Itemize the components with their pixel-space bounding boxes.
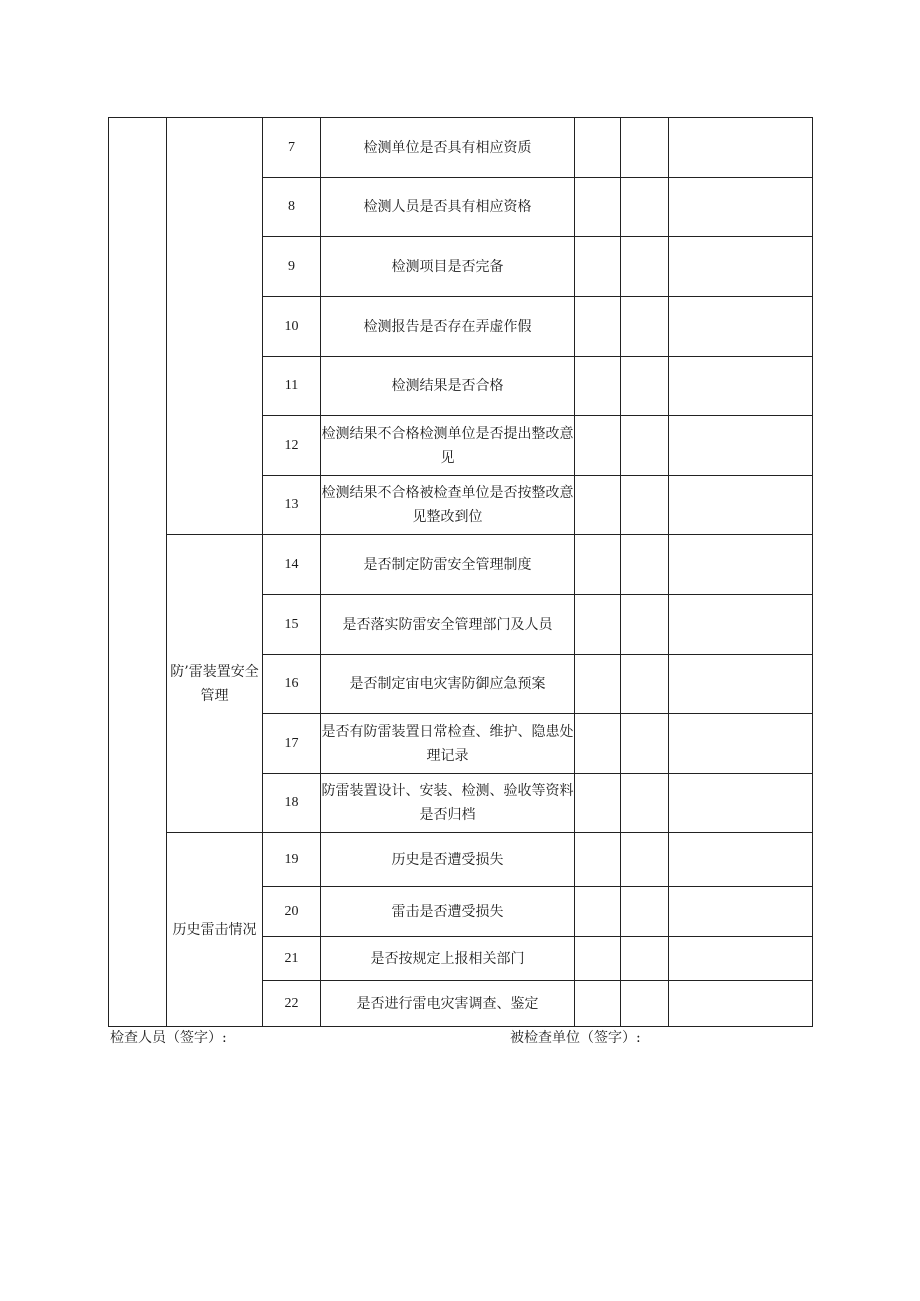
remark-cell[interactable] bbox=[669, 118, 813, 178]
item-text: 检测报告是否存在弄虚作假 bbox=[321, 297, 575, 357]
remark-cell[interactable] bbox=[669, 655, 813, 714]
remark-cell[interactable] bbox=[669, 476, 813, 535]
item-text: 防雷装置设计、安装、检测、验收等资料是否归档 bbox=[321, 774, 575, 833]
check-cell[interactable] bbox=[621, 178, 669, 237]
inspected-unit-signature-label: 被检查单位（签字）: bbox=[510, 1030, 641, 1046]
item-number: 16 bbox=[263, 655, 321, 714]
remark-cell[interactable] bbox=[669, 416, 813, 476]
category-lightning-history: 历史雷击情况 bbox=[167, 833, 263, 1027]
check-cell[interactable] bbox=[621, 714, 669, 774]
check-cell[interactable] bbox=[575, 887, 621, 937]
item-text: 检测单位是否具有相应资质 bbox=[321, 118, 575, 178]
check-cell[interactable] bbox=[621, 416, 669, 476]
check-cell[interactable] bbox=[575, 416, 621, 476]
check-cell[interactable] bbox=[575, 937, 621, 981]
item-number: 11 bbox=[263, 357, 321, 416]
check-cell[interactable] bbox=[575, 297, 621, 357]
check-cell[interactable] bbox=[575, 981, 621, 1027]
item-number: 21 bbox=[263, 937, 321, 981]
item-text: 是否有防雷装置日常检查、维护、隐患处理记录 bbox=[321, 714, 575, 774]
check-cell[interactable] bbox=[621, 981, 669, 1027]
item-number: 9 bbox=[263, 237, 321, 297]
check-cell[interactable] bbox=[575, 595, 621, 655]
remark-cell[interactable] bbox=[669, 937, 813, 981]
item-text: 是否进行雷电灾害调查、鉴定 bbox=[321, 981, 575, 1027]
item-text: 是否制定防雷安全管理制度 bbox=[321, 535, 575, 595]
check-cell[interactable] bbox=[621, 833, 669, 887]
item-text: 是否落实防雷安全管理部门及人员 bbox=[321, 595, 575, 655]
item-text: 是否按规定上报相关部门 bbox=[321, 937, 575, 981]
item-number: 20 bbox=[263, 887, 321, 937]
check-cell[interactable] bbox=[575, 535, 621, 595]
check-cell[interactable] bbox=[575, 833, 621, 887]
remark-cell[interactable] bbox=[669, 595, 813, 655]
remark-cell[interactable] bbox=[669, 887, 813, 937]
remark-cell[interactable] bbox=[669, 535, 813, 595]
check-cell[interactable] bbox=[621, 595, 669, 655]
item-text: 检测结果是否合格 bbox=[321, 357, 575, 416]
remark-cell[interactable] bbox=[669, 178, 813, 237]
check-cell[interactable] bbox=[575, 178, 621, 237]
category-safety-management: 防’雷装置安全管理 bbox=[167, 535, 263, 833]
check-cell[interactable] bbox=[621, 357, 669, 416]
item-number: 10 bbox=[263, 297, 321, 357]
check-cell[interactable] bbox=[621, 774, 669, 833]
item-text: 检测项目是否完备 bbox=[321, 237, 575, 297]
check-cell[interactable] bbox=[575, 476, 621, 535]
item-text: 检测结果不合格检测单位是否提出整改意见 bbox=[321, 416, 575, 476]
check-cell[interactable] bbox=[621, 937, 669, 981]
check-cell[interactable] bbox=[621, 118, 669, 178]
table-row bbox=[109, 535, 813, 595]
inspection-table bbox=[108, 117, 813, 1027]
item-text: 历史是否遭受损失 bbox=[321, 833, 575, 887]
check-cell[interactable] bbox=[575, 774, 621, 833]
remark-cell[interactable] bbox=[669, 774, 813, 833]
table-row bbox=[109, 833, 813, 887]
check-cell[interactable] bbox=[575, 655, 621, 714]
item-number: 22 bbox=[263, 981, 321, 1027]
check-cell[interactable] bbox=[621, 535, 669, 595]
check-cell[interactable] bbox=[621, 297, 669, 357]
table-row bbox=[109, 118, 813, 178]
item-number: 18 bbox=[263, 774, 321, 833]
item-number: 12 bbox=[263, 416, 321, 476]
remark-cell[interactable] bbox=[669, 833, 813, 887]
check-cell[interactable] bbox=[621, 655, 669, 714]
category-cell-testing bbox=[167, 118, 263, 535]
remark-cell[interactable] bbox=[669, 237, 813, 297]
item-number: 19 bbox=[263, 833, 321, 887]
remark-cell[interactable] bbox=[669, 297, 813, 357]
item-number: 13 bbox=[263, 476, 321, 535]
remark-cell[interactable] bbox=[669, 357, 813, 416]
item-number: 14 bbox=[263, 535, 321, 595]
item-number: 7 bbox=[263, 118, 321, 178]
check-cell[interactable] bbox=[575, 237, 621, 297]
check-cell[interactable] bbox=[621, 887, 669, 937]
item-number: 17 bbox=[263, 714, 321, 774]
section-cell bbox=[109, 118, 167, 1027]
item-text: 检测人员是否具有相应资格 bbox=[321, 178, 575, 237]
remark-cell[interactable] bbox=[669, 981, 813, 1027]
check-cell[interactable] bbox=[621, 476, 669, 535]
item-text: 检测结果不合格被检查单位是否按整改意见整改到位 bbox=[321, 476, 575, 535]
remark-cell[interactable] bbox=[669, 714, 813, 774]
item-text: 是否制定宙电灾害防御应急预案 bbox=[321, 655, 575, 714]
check-cell[interactable] bbox=[575, 714, 621, 774]
item-number: 15 bbox=[263, 595, 321, 655]
check-cell[interactable] bbox=[575, 118, 621, 178]
item-text: 雷击是否遭受损失 bbox=[321, 887, 575, 937]
inspector-signature-label: 检查人员（签字）: bbox=[110, 1030, 227, 1046]
check-cell[interactable] bbox=[621, 237, 669, 297]
check-cell[interactable] bbox=[575, 357, 621, 416]
item-number: 8 bbox=[263, 178, 321, 237]
